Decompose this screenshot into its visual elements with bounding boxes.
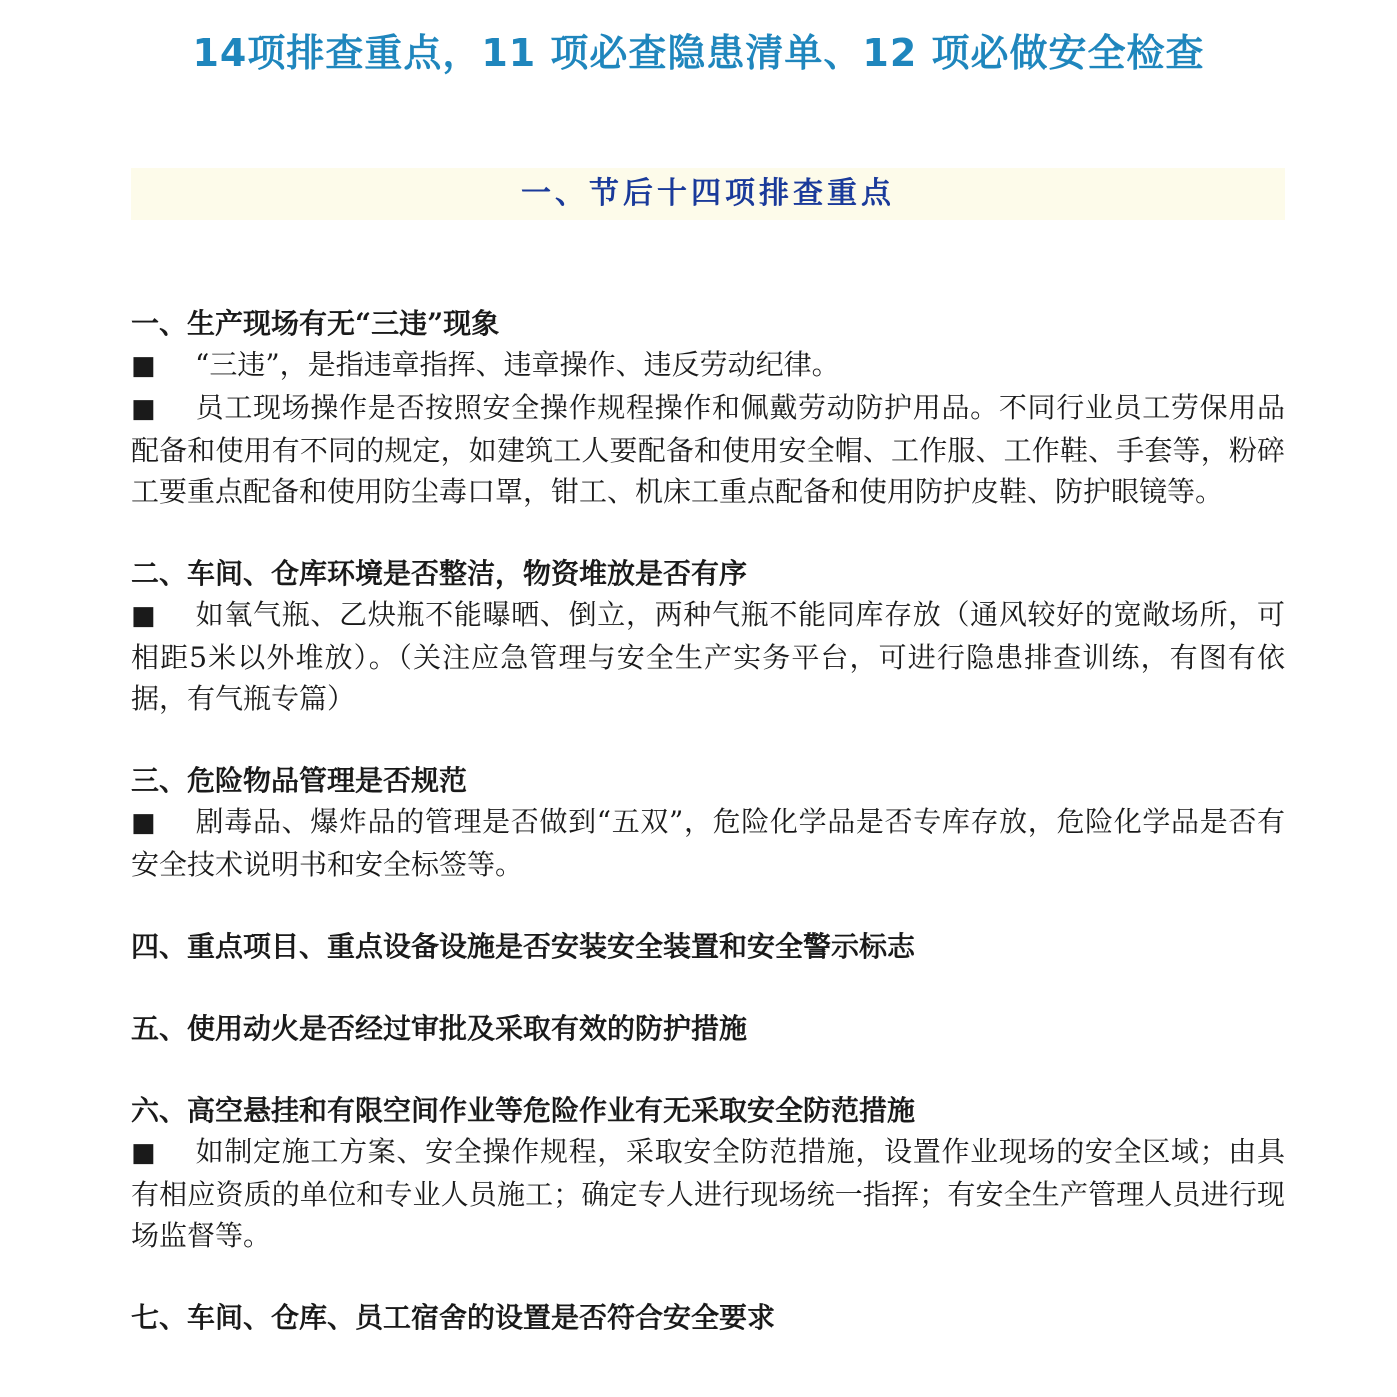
section-banner [131, 168, 1285, 220]
paragraph-text: 如氧气瓶、乙炔瓶不能曝晒、倒立，两种气瓶不能同库存放（通风较好的宽敞场所，可相距5米以外堆放）。（关注应急管理与安全生产实务平台，可进行隐患排查训练，有图有依据，有气瓶专篇） [131, 598, 1285, 715]
item-heading: 六、高空悬挂和有限空间作业等危险作业有无采取安全防范措施 [131, 1094, 916, 1127]
item-paragraph [131, 387, 1285, 512]
square-bullet-icon: ■ [131, 394, 156, 424]
item-heading: 四、重点项目、重点设备设施是否安装安全装置和安全警示标志 [131, 930, 916, 963]
content-body [131, 303, 1285, 1379]
checklist-item [131, 1090, 1285, 1256]
checklist-item [131, 303, 1285, 512]
item-paragraph [131, 801, 1285, 885]
checklist-item [131, 760, 1285, 885]
item-paragraph [131, 594, 1285, 719]
item-paragraph [131, 1131, 1285, 1256]
checklist-item [131, 1297, 1285, 1338]
square-bullet-icon: ■ [131, 808, 156, 838]
square-bullet-icon: ■ [131, 601, 156, 631]
item-heading: 五、使用动火是否经过审批及采取有效的防护措施 [131, 1012, 748, 1045]
item-heading: 七、车间、仓库、员工宿舍的设置是否符合安全要求 [131, 1301, 776, 1334]
item-heading: 一、生产现场有无“三违”现象 [131, 307, 500, 340]
checklist-item [131, 926, 1285, 967]
checklist-item [131, 553, 1285, 719]
paragraph-text: “三违”，是指违章指挥、违章操作、违反劳动纪律。 [195, 348, 840, 381]
page-title: 14项排查重点，11 项必查隐患清单、12 项必做安全检查 [192, 31, 1205, 75]
checklist-item [131, 1008, 1285, 1049]
square-bullet-icon: ■ [131, 351, 156, 381]
item-heading: 三、危险物品管理是否规范 [131, 764, 468, 797]
item-heading: 二、车间、仓库环境是否整洁，物资堆放是否有序 [131, 557, 748, 590]
paragraph-text: 如制定施工方案、安全操作规程，采取安全防范措施，设置作业现场的安全区域；由具有相应资质的单位和专业人员施工；确定专人进行现场统一指挥；有安全生产管理人员进行现场监督等。 [131, 1135, 1285, 1252]
item-paragraph [131, 344, 1285, 387]
paragraph-text: 员工现场操作是否按照安全操作规程操作和佩戴劳动防护用品。不同行业员工劳保用品配备和使用有不同的规定，如建筑工人要配备和使用安全帽、工作服、工作鞋、手套等，粉碎工要重点配备和使用防尘毒口罩，钳工、机床工重点配备和使用防护皮鞋、防护眼镜等。 [131, 391, 1285, 508]
square-bullet-icon: ■ [131, 1138, 156, 1168]
section-heading: 一、节后十四项排查重点 [521, 176, 895, 211]
paragraph-text: 剧毒品、爆炸品的管理是否做到“五双”，危险化学品是否专库存放，危险化学品是否有安全技术说明书和安全标签等。 [131, 805, 1285, 881]
